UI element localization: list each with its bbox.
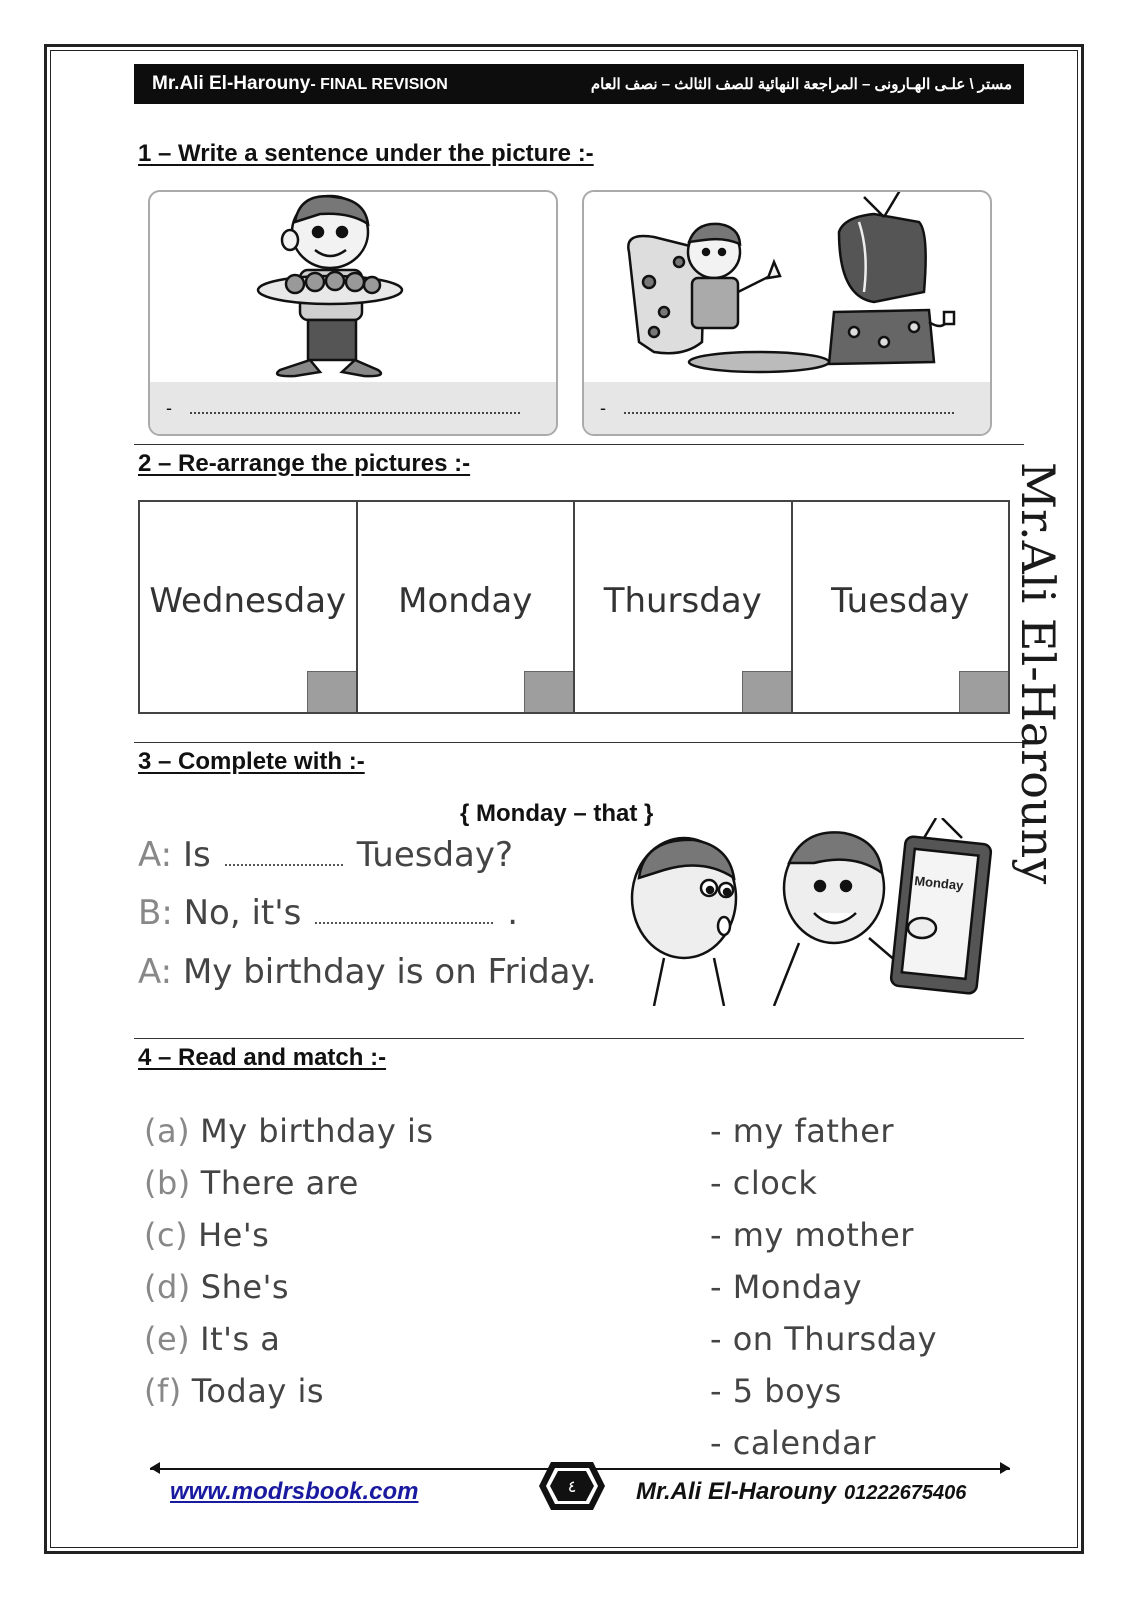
item-label: (e) bbox=[144, 1320, 191, 1358]
day-label: Tuesday bbox=[831, 581, 970, 621]
match-right-item[interactable]: - on Thursday bbox=[710, 1320, 938, 1358]
footer-author-name: Mr.Ali El-Harouny bbox=[636, 1478, 837, 1505]
match-left-item[interactable] bbox=[144, 1313, 434, 1365]
match-right-item[interactable]: - clock bbox=[710, 1164, 818, 1202]
match-right-column bbox=[710, 1105, 937, 1469]
header-bar bbox=[134, 64, 1024, 104]
dialog-text: My birthday is on Friday. bbox=[182, 952, 597, 992]
picture-box-1 bbox=[148, 190, 558, 436]
section3-title: 3 – Complete with :- bbox=[138, 748, 365, 775]
match-left-column bbox=[144, 1105, 434, 1417]
item-text: He's bbox=[198, 1216, 270, 1254]
item-text: There are bbox=[200, 1164, 359, 1202]
match-right-item[interactable]: - my father bbox=[710, 1112, 895, 1150]
answer-dash-1: - bbox=[166, 397, 172, 418]
header-name: Mr.Ali El-Harouny bbox=[152, 73, 311, 94]
page-number-badge bbox=[537, 1460, 607, 1512]
match-left-item[interactable] bbox=[144, 1365, 434, 1417]
section1-title: 1 – Write a sentence under the picture :- bbox=[138, 140, 594, 167]
dialog-line-1 bbox=[138, 835, 513, 875]
answer-line-2[interactable] bbox=[584, 382, 990, 434]
day-cell bbox=[793, 502, 1009, 712]
item-label: (f) bbox=[144, 1372, 182, 1410]
answer-line-1[interactable] bbox=[150, 382, 556, 434]
item-text: My birthday is bbox=[200, 1112, 434, 1150]
speaker-label: B: bbox=[138, 893, 173, 933]
match-left-item[interactable] bbox=[144, 1105, 434, 1157]
item-label: (a) bbox=[144, 1112, 191, 1150]
page-number: ٤ bbox=[567, 1477, 577, 1496]
dialog-line-3 bbox=[138, 952, 597, 992]
match-left-item[interactable] bbox=[144, 1209, 434, 1261]
order-number-box[interactable] bbox=[959, 671, 1008, 712]
item-text: It's a bbox=[200, 1320, 281, 1358]
calendar-label: Monday bbox=[913, 873, 965, 894]
footer-phone: 01222675406 bbox=[844, 1482, 967, 1504]
footer-author bbox=[636, 1478, 966, 1506]
dialog-text-after: Tuesday? bbox=[356, 835, 514, 875]
item-label: (c) bbox=[144, 1216, 189, 1254]
divider-2 bbox=[134, 742, 1024, 743]
section4-title: 4 – Read and match :- bbox=[138, 1044, 387, 1071]
match-right-item[interactable]: - Monday bbox=[710, 1268, 863, 1306]
dialog-text-before: Is bbox=[182, 835, 211, 875]
section2-title: 2 – Re-arrange the pictures :- bbox=[138, 450, 471, 477]
day-label: Wednesday bbox=[149, 581, 347, 621]
day-cell bbox=[140, 502, 358, 712]
blank-dotted-line[interactable] bbox=[225, 864, 343, 866]
side-watermark-text: Mr.Ali El-Harouny bbox=[1011, 462, 1065, 885]
day-label: Thursday bbox=[603, 581, 762, 621]
item-label: (b) bbox=[144, 1164, 191, 1202]
footer-website-link[interactable]: www.modrsbook.com bbox=[170, 1478, 419, 1505]
days-arrangement-table bbox=[138, 500, 1010, 714]
item-label: (d) bbox=[144, 1268, 191, 1306]
dialog-text-before: No, it's bbox=[183, 893, 302, 933]
side-watermark bbox=[1008, 460, 1068, 1000]
boy-watching-tv-picture bbox=[584, 192, 992, 382]
day-cell bbox=[575, 502, 793, 712]
header-arabic-title: مستر \ علـى الهـارونى – المراجعة النهائية للصف الثالث – نصف العام bbox=[590, 76, 1012, 93]
order-number-box[interactable] bbox=[524, 671, 573, 712]
header-suffix: - FINAL REVISION bbox=[310, 76, 448, 93]
header-title bbox=[152, 73, 448, 95]
boy-with-cakes-tray-picture bbox=[150, 192, 558, 382]
two-boys-with-calendar-picture bbox=[624, 818, 996, 1006]
speaker-label: A: bbox=[138, 835, 173, 875]
word-choices: { Monday – that } bbox=[460, 800, 654, 827]
match-right-item[interactable]: - my mother bbox=[710, 1216, 914, 1254]
speaker-label: A: bbox=[138, 952, 173, 992]
picture-box-2 bbox=[582, 190, 992, 436]
match-right-item[interactable]: - calendar bbox=[710, 1424, 876, 1462]
dialog-line-2 bbox=[138, 893, 518, 933]
blank-dotted-line[interactable] bbox=[315, 922, 493, 924]
day-label: Monday bbox=[398, 581, 533, 621]
item-text: Today is bbox=[191, 1372, 325, 1410]
order-number-box[interactable] bbox=[742, 671, 791, 712]
divider-3 bbox=[134, 1038, 1024, 1039]
match-right-item[interactable]: - 5 boys bbox=[710, 1372, 842, 1410]
match-left-item[interactable] bbox=[144, 1157, 434, 1209]
answer-dotted-line-2[interactable] bbox=[624, 412, 954, 414]
dialog-text-after: . bbox=[507, 893, 519, 933]
match-left-item[interactable] bbox=[144, 1261, 434, 1313]
item-text: She's bbox=[200, 1268, 290, 1306]
divider-1 bbox=[134, 444, 1024, 445]
answer-dotted-line-1[interactable] bbox=[190, 412, 520, 414]
day-cell bbox=[358, 502, 576, 712]
answer-dash-2: - bbox=[600, 397, 606, 418]
order-number-box[interactable] bbox=[307, 671, 356, 712]
